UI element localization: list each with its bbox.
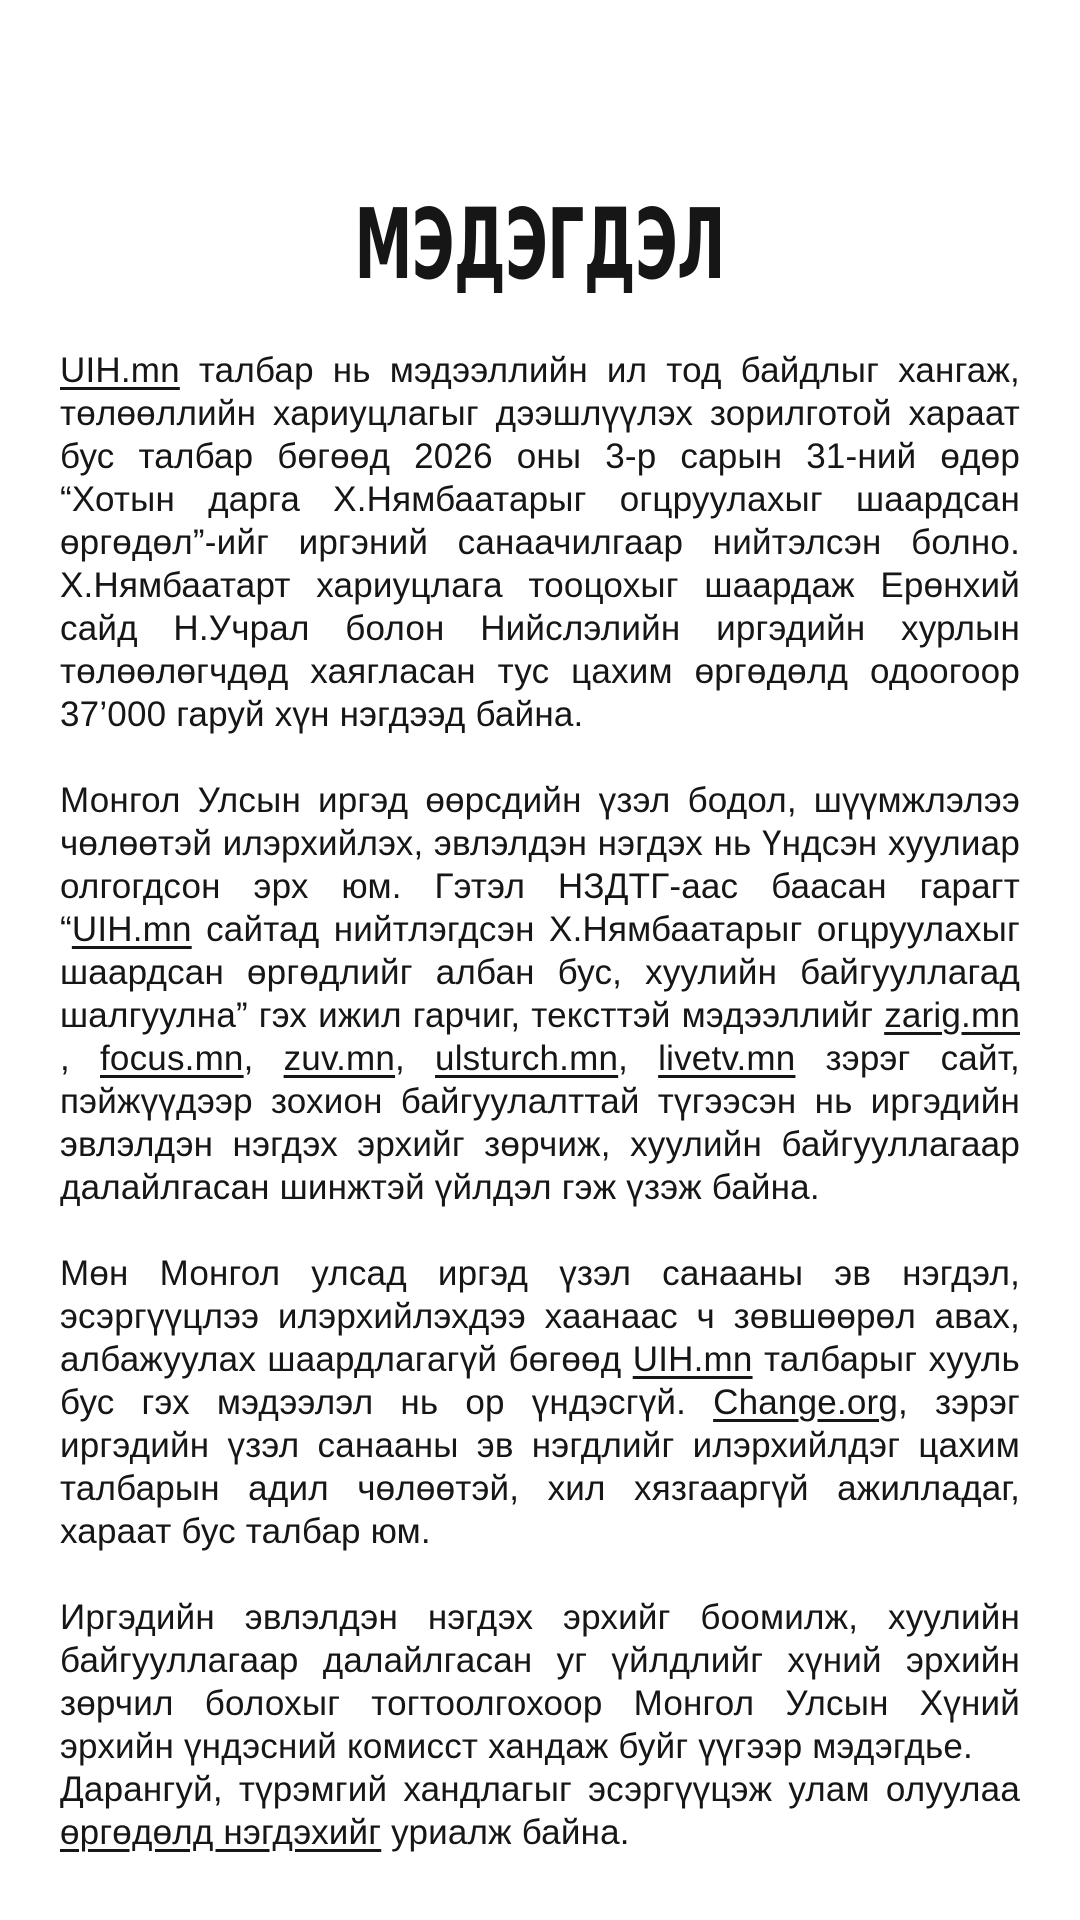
page-title: [60, 188, 1020, 301]
paragraph: [60, 1596, 1020, 1768]
paragraph: [60, 349, 1020, 736]
document-body: [60, 349, 1020, 1854]
text-run: талбарыг хууль бус гэх мэдээлэл нь ор үндэсгүй.: [60, 1340, 1020, 1422]
text-run: ,: [395, 1039, 436, 1078]
text-run: уриалж байна.: [381, 1813, 630, 1852]
text-run: зэрэг сайт, пэйжүүдээр зохион байгуулалттай түгээсэн нь иргэдийн эвлэлдэн нэгдэх эрхийг зөрчиж, хуулийн байгууллагаар далайлгасан шинжтэй үйлдэл гэж үзэж байна.: [60, 1039, 1020, 1207]
text-run: ,: [618, 1039, 659, 1078]
text-run: Иргэдийн эвлэлдэн нэгдэх эрхийг боомилж, хуулийн байгууллагаар далайлгасан уг үйлдлийг хүний эрхийн зөрчил болохыг тогтоолгохоор Монгол Улсын Хүний эрхийн үндэсний комисст хандаж буйг үүгээр мэдэгдье.: [60, 1598, 1020, 1766]
inline-link[interactable]: livetv.mn: [658, 1039, 796, 1078]
inline-link[interactable]: focus.mn: [100, 1039, 244, 1078]
inline-link[interactable]: өргөдөлд нэгдэхийг: [60, 1813, 382, 1852]
text-run: Монгол Улсын иргэд өөрсдийн үзэл бодол, шүүмжлэлээ чөлөөтэй илэрхийлэх, эвлэлдэн нэгдэх нь Үндсэн хуулиар олгогдсон эрх юм. Гэтэл НЗДТГ-аас баасан гарагт “: [60, 781, 1020, 949]
text-run: , зэрэг иргэдийн үзэл санааны эв нэгдлийг илэрхийлдэг цахим талбарын адил чөлөөтэй, хил хязгааргүй ажилладаг, хараат бус талбар юм.: [60, 1383, 1020, 1551]
text-run: ,: [243, 1039, 284, 1078]
paragraph: [60, 1252, 1020, 1553]
inline-link[interactable]: UIH.mn: [71, 910, 192, 949]
inline-link[interactable]: zarig.mn: [884, 996, 1020, 1035]
inline-link[interactable]: UIH.mn: [60, 351, 180, 390]
text-run: ,: [60, 1039, 100, 1078]
text-run: Дарангуй, түрэмгий хандлагыг эсэргүүцэж улам олуулаа: [60, 1770, 1020, 1809]
paragraph: [60, 779, 1020, 1209]
page-title-text: МЭДЭГДЭЛ: [354, 188, 726, 301]
inline-link[interactable]: Change.org: [713, 1383, 899, 1422]
inline-link[interactable]: ulsturch.mn: [435, 1039, 619, 1078]
text-run: сайтад нийтлэгдсэн Х.Нямбаатарыг огцруулахыг шаардсан өргөдлийг албан бус, хуулийн байгууллагад шалгуулна” гэх ижил гарчиг, тексттэй мэдээллийг: [60, 910, 1020, 1035]
text-run: Мөн Монгол улсад иргэд үзэл санааны эв нэгдэл, эсэргүүцлээ илэрхийлэхдээ хаанаас ч зөвшөөрөл авах, албажуулах шаардлагагүй бөгөөд: [60, 1254, 1020, 1379]
text-run: талбар нь мэдээллийн ил тод байдлыг хангаж, төлөөллийн хариуцлагыг дээшлүүлэх зорилготой хараат бус талбар бөгөөд 2026 оны 3-р сарын 31-ний өдөр “Хотын дарга Х.Нямбаатарыг огцруулахыг шаардсан өргөдөл”-ийг иргэний санаачилгаар нийтэлсэн болно. Х.Нямбаатарт хариуцлага тооцохыг шаардаж Ерөнхий сайд Н.Учрал болон Нийслэлийн иргэдийн хурлын төлөөлөгчдөд хаягласан тус цахим өргөдөлд одоогоор 37’000 гаруй хүн нэгдээд байна.: [60, 351, 1020, 734]
paragraph: [60, 1768, 1020, 1854]
inline-link[interactable]: UIH.mn: [632, 1340, 753, 1379]
inline-link[interactable]: zuv.mn: [283, 1039, 396, 1078]
